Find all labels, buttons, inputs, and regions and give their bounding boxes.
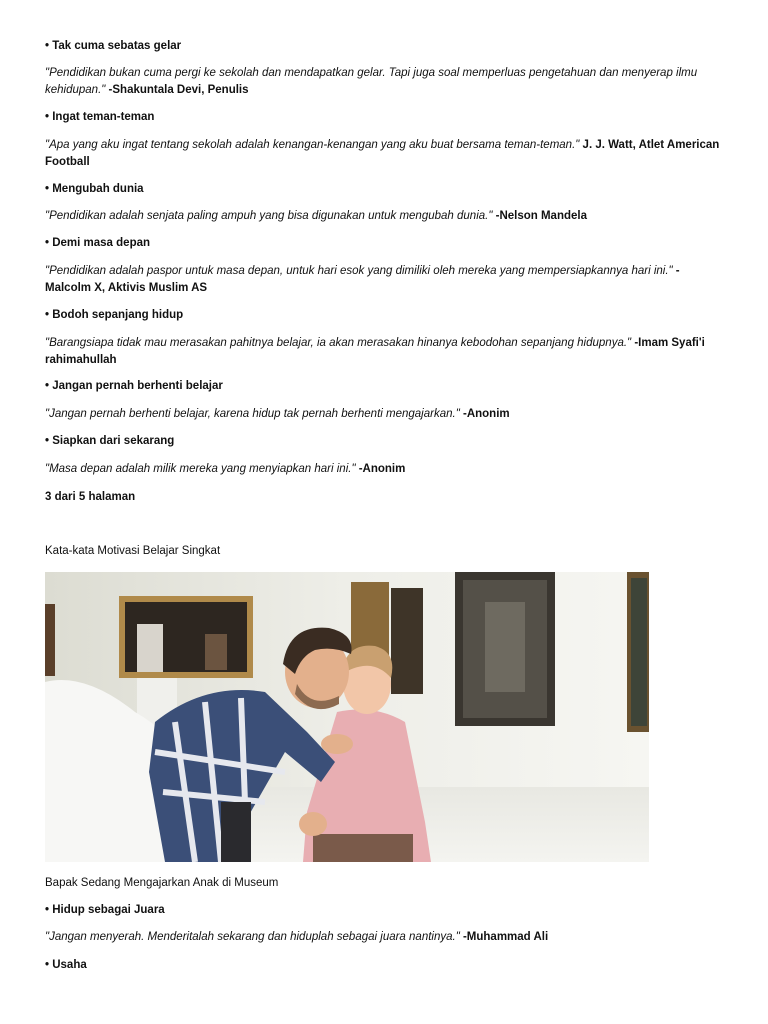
section-heading: • Demi masa depan	[45, 237, 151, 249]
section-heading: • Bodoh sepanjang hidup	[45, 309, 184, 321]
quote-text: "Pendidikan bukan cuma pergi ke sekolah dan mendapatkan gelar. Tapi juga soal memperluas pengetahuan dan menyerap ilmu kehidupan."	[45, 67, 698, 96]
museum-photo	[45, 572, 649, 862]
quote-paragraph	[45, 65, 725, 98]
section-heading: • Siapkan dari sekarang	[45, 435, 175, 447]
quote-text: "Pendidikan adalah paspor untuk masa depan, untuk hari esok yang dimiliki oleh mereka yang mempersiapkannya hari ini."	[45, 265, 673, 277]
subtitle: Kata-kata Motivasi Belajar Singkat	[45, 545, 221, 557]
quote-paragraph	[45, 929, 725, 946]
quote-paragraph	[45, 263, 725, 296]
image-caption: Bapak Sedang Mengajarkan Anak di Museum	[45, 877, 279, 889]
quote-paragraph	[45, 335, 725, 368]
quote-author: -Nelson Mandela	[492, 210, 587, 222]
quote-paragraph	[45, 208, 725, 225]
section-heading: • Usaha	[45, 959, 87, 971]
quote-text: "Masa depan adalah milik mereka yang menyiapkan hari ini."	[45, 463, 356, 475]
section-heading: • Tak cuma sebatas gelar	[45, 40, 182, 52]
quote-author: -Muhammad Ali	[459, 931, 549, 943]
quote-author: -Anonim	[459, 408, 510, 420]
quote-text: "Jangan pernah berhenti belajar, karena hidup tak pernah berhenti mengajarkan."	[45, 408, 460, 420]
quote-text: "Barangsiapa tidak mau merasakan pahitnya belajar, ia akan merasakan hinanya kebodohan sepanjang hidupnya."	[45, 337, 632, 349]
quote-paragraph	[45, 461, 725, 478]
quote-paragraph	[45, 137, 725, 170]
section-heading: • Ingat teman-teman	[45, 111, 155, 123]
quote-author: -Anonim	[355, 463, 406, 475]
quote-author: -Malcolm X, Aktivis Muslim AS	[45, 265, 680, 294]
quote-text: "Pendidikan adalah senjata paling ampuh yang bisa digunakan untuk mengubah dunia."	[45, 210, 493, 222]
section-heading: • Hidup sebagai Juara	[45, 904, 165, 916]
quote-author: -Shakuntala Devi, Penulis	[105, 83, 249, 96]
pagination-text: 3 dari 5 halaman	[45, 491, 136, 503]
quote-paragraph	[45, 406, 725, 423]
quote-author: -Imam Syafi'i rahimahullah	[45, 337, 705, 366]
quote-author: J. J. Watt, Atlet American Football	[45, 139, 720, 168]
section-heading: • Mengubah dunia	[45, 183, 144, 195]
section-heading: • Jangan pernah berhenti belajar	[45, 380, 223, 392]
quote-text: "Apa yang aku ingat tentang sekolah adalah kenangan-kenangan yang aku buat bersama teman-teman."	[45, 139, 580, 151]
quote-text: "Jangan menyerah. Menderitalah sekarang dan hiduplah sebagai juara nantinya."	[45, 931, 460, 943]
